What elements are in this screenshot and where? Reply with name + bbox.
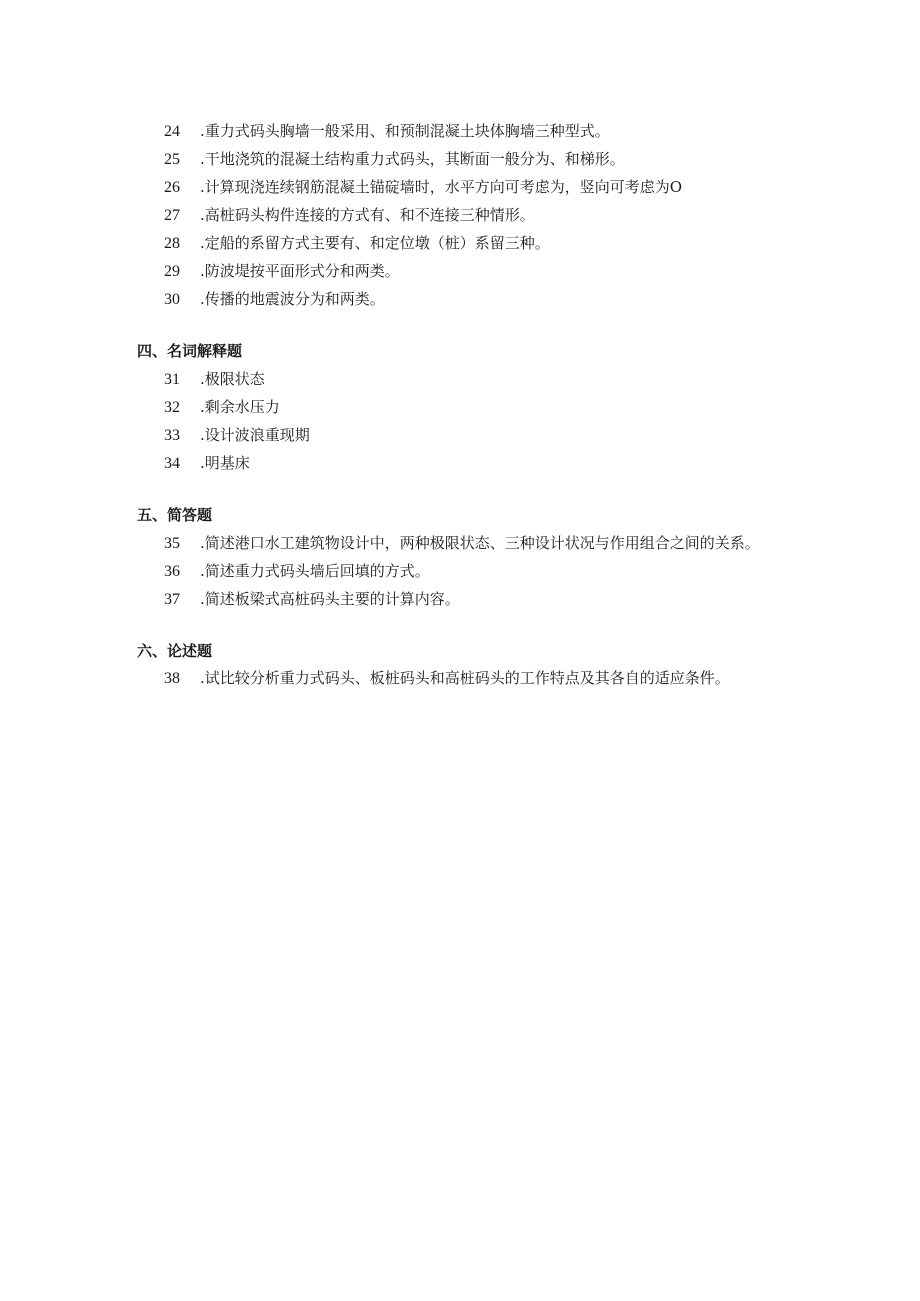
question-number: 32 (164, 399, 180, 416)
question-text: .简述港口水工建筑物设计中，两种极限状态、三种设计状况与作用组合之间的关系。 (200, 534, 760, 552)
question-32 (164, 396, 280, 418)
question-text: .防波堤按平面形式分和两类。 (200, 262, 400, 280)
question-37 (164, 588, 460, 610)
question-24 (164, 120, 610, 142)
question-number: 31 (164, 371, 180, 388)
question-number: 35 (164, 535, 180, 552)
question-number: 37 (164, 591, 180, 608)
question-30 (164, 288, 385, 310)
question-text: .传播的地震波分为和两类。 (200, 290, 385, 308)
question-text: .简述重力式码头墙后回填的方式。 (200, 562, 430, 580)
question-38 (164, 667, 730, 689)
question-number: 28 (164, 235, 180, 252)
question-number: 36 (164, 563, 180, 580)
question-number: 38 (164, 670, 180, 687)
question-text: .设计波浪重现期 (200, 426, 310, 444)
question-36 (164, 560, 430, 582)
question-text: .极限状态 (200, 370, 265, 388)
section-heading-essay: 六、论述题 (137, 642, 213, 660)
question-number: 29 (164, 263, 180, 280)
question-text: .简述板梁式高桩码头主要的计算内容。 (200, 590, 460, 608)
question-number: 25 (164, 151, 180, 168)
question-number: 24 (164, 123, 180, 140)
question-text: .定船的系留方式主要有、和定位墩（桩）系留三种。 (200, 234, 550, 252)
question-number: 33 (164, 427, 180, 444)
question-25 (164, 148, 625, 170)
question-28 (164, 232, 550, 254)
question-text: .高桩码头构件连接的方式有、和不连接三种情形。 (200, 206, 535, 224)
question-29 (164, 260, 400, 282)
question-31 (164, 368, 265, 390)
question-text: .试比较分析重力式码头、板桩码头和高桩码头的工作特点及其各自的适应条件。 (200, 669, 730, 687)
question-number: 27 (164, 207, 180, 224)
question-35 (164, 532, 760, 554)
question-27 (164, 204, 535, 226)
question-34 (164, 452, 250, 474)
question-number: 34 (164, 455, 180, 472)
question-number: 30 (164, 291, 180, 308)
question-text: .剩余水压力 (200, 398, 280, 416)
section-heading-short-answer: 五、简答题 (137, 506, 213, 524)
question-text: .重力式码头胸墙一般采用、和预制混凝土块体胸墙三种型式。 (200, 122, 610, 140)
question-text: .干地浇筑的混凝土结构重力式码头，其断面一般分为、和梯形。 (200, 150, 625, 168)
section-heading-terms: 四、名词解释题 (137, 342, 243, 360)
question-number: 26 (164, 179, 180, 196)
question-text: .计算现浇连续钢筋混凝土锚碇墙时，水平方向可考虑为，竖向可考虑为O (200, 178, 683, 196)
question-26 (164, 176, 682, 198)
question-text: .明基床 (200, 454, 250, 472)
question-33 (164, 424, 310, 446)
